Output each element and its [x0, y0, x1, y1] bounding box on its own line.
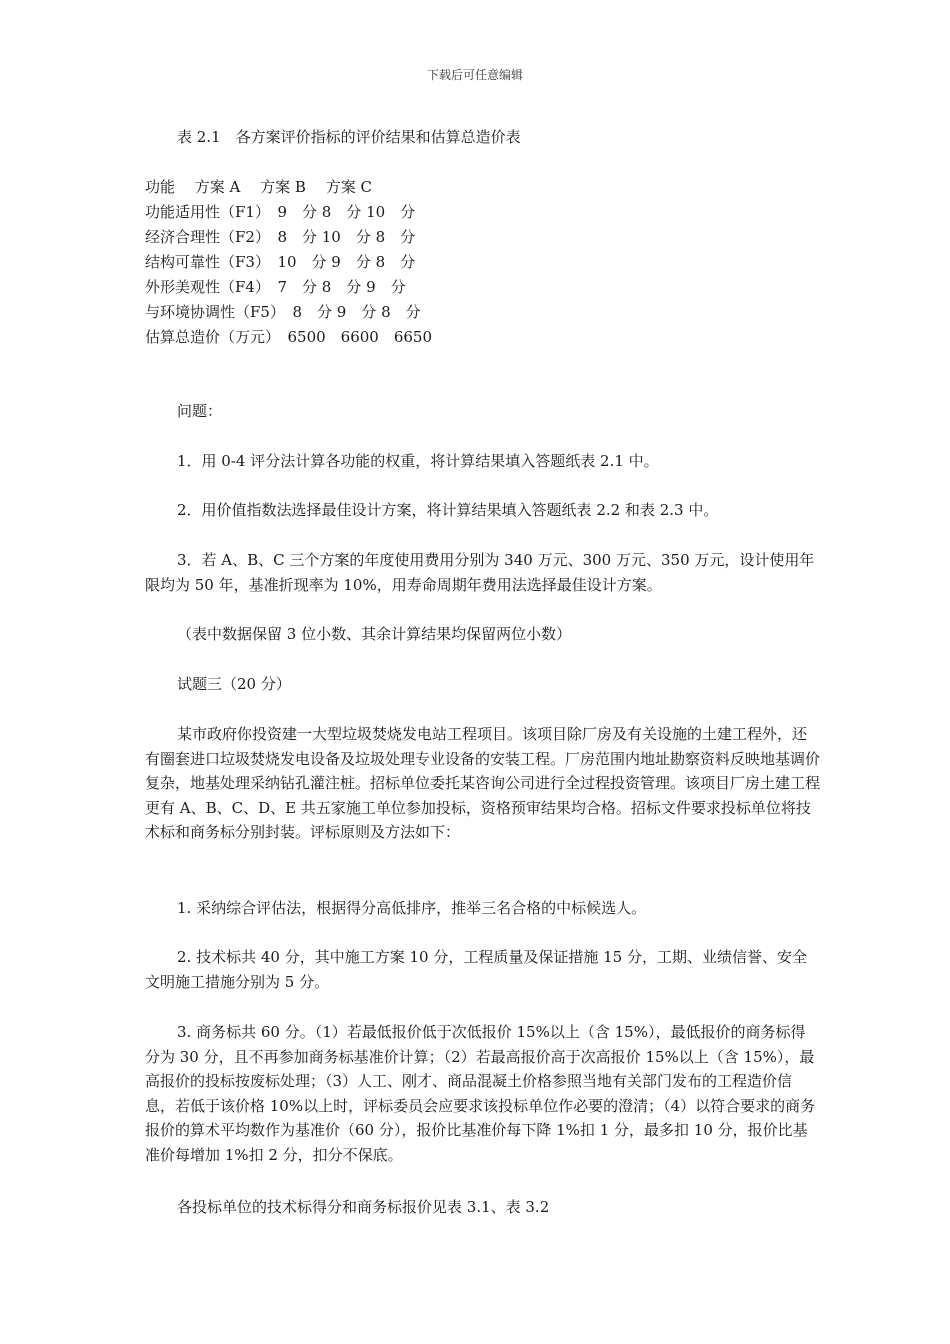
problem-3-title: 试题三（20 分） — [177, 675, 291, 693]
table-row-f1: 功能适用性（F1） 9 分 8 分 10 分 — [145, 203, 416, 221]
question-2: 2．用价值指数法选择最佳设计方案，将计算结果填入答题纸表 2.2 和表 2.3 中。 — [177, 501, 719, 519]
problem-3-intro: 某市政府你投资建一大型垃圾焚烧发电站工程项目。该项目除厂房及有关设施的土建工程外，还有圈套进口垃圾焚烧发电设备及垃圾处理专业设备的安装工程。厂房范围内地址勘察资料反映地基调价复杂，地基处理采纳钻孔灌注桩。招标单位委托某咨询公司进行全过程投资管理。该项目厂房土建工程更有 A、B、C、D、E 共五家施工单位参加投标，资格预审结果均合格。招标文件要求投标单位将技术标和商务标分别封装。评标原则及方法如下： — [145, 725, 821, 841]
table-row-f3: 结构可靠性（F3） 10 分 9 分 8 分 — [145, 253, 416, 271]
table-row-f4: 外形美观性（F4） 7 分 8 分 9 分 — [145, 278, 406, 296]
rounding-note: （表中数据保留 3 位小数、其余计算结果均保留两位小数） — [177, 625, 572, 643]
question-1: 1．用 0-4 评分法计算各功能的权重，将计算结果填入答题纸表 2.1 中。 — [177, 452, 659, 470]
table-row-f5: 与环境协调性（F5） 8 分 9 分 8 分 — [145, 303, 421, 321]
table-title: 表 2.1 各方案评价指标的评价结果和估算总造价表 — [177, 128, 521, 146]
rule-3: 3. 商务标共 60 分。（1）若最低报价低于次低报价 15%以上（含 15%），最低报价的商务标得分为 30 分，且不再参加商务标基准价计算；（2）若最高报价高于次高报价 15%以上（含 15%），最高报价的投标按废标处理；（3）人工、刚才、商品混凝土价格参照当地有关部门发布的工程造价信息，若低于该价格 10%以上时，评标委员会应要求该投标单位作必要的澄清；（4）以符合要求的商务报价的算术平均数作为基准价（60 分），报价比基准价每下降 1%扣 1 分，最多扣 10 分，报价比基准价每增加 1%扣 2 分，扣分不保底。 — [145, 1023, 816, 1164]
table-row-cost: 估算总造价（万元） 6500 6600 6650 — [145, 328, 433, 346]
closing-line: 各投标单位的技术标得分和商务标报价见表 3.1、表 3.2 — [177, 1198, 550, 1216]
question-3: 3．若 A、B、C 三个方案的年度使用费用分别为 340 万元、300 万元、350 万元，设计使用年限均为 50 年，基准折现率为 10%，用寿命周期年费用法选择最佳设计方案。 — [145, 551, 815, 594]
rule-2: 2. 技术标共 40 分，其中施工方案 10 分，工程质量及保证措施 15 分，工期、业绩信誉、安全文明施工措施分别为 5 分。 — [145, 948, 807, 991]
rule-1: 1. 采纳综合评估法，根据得分高低排序，推举三名合格的中标候选人。 — [177, 899, 647, 917]
questions-label: 问题： — [177, 402, 223, 420]
header-note: 下载后可任意编辑 — [426, 68, 523, 82]
table-row-header: 功能 方案 A 方案 B 方案 C — [145, 178, 372, 196]
table-row-f2: 经济合理性（F2） 8 分 10 分 8 分 — [145, 228, 416, 246]
